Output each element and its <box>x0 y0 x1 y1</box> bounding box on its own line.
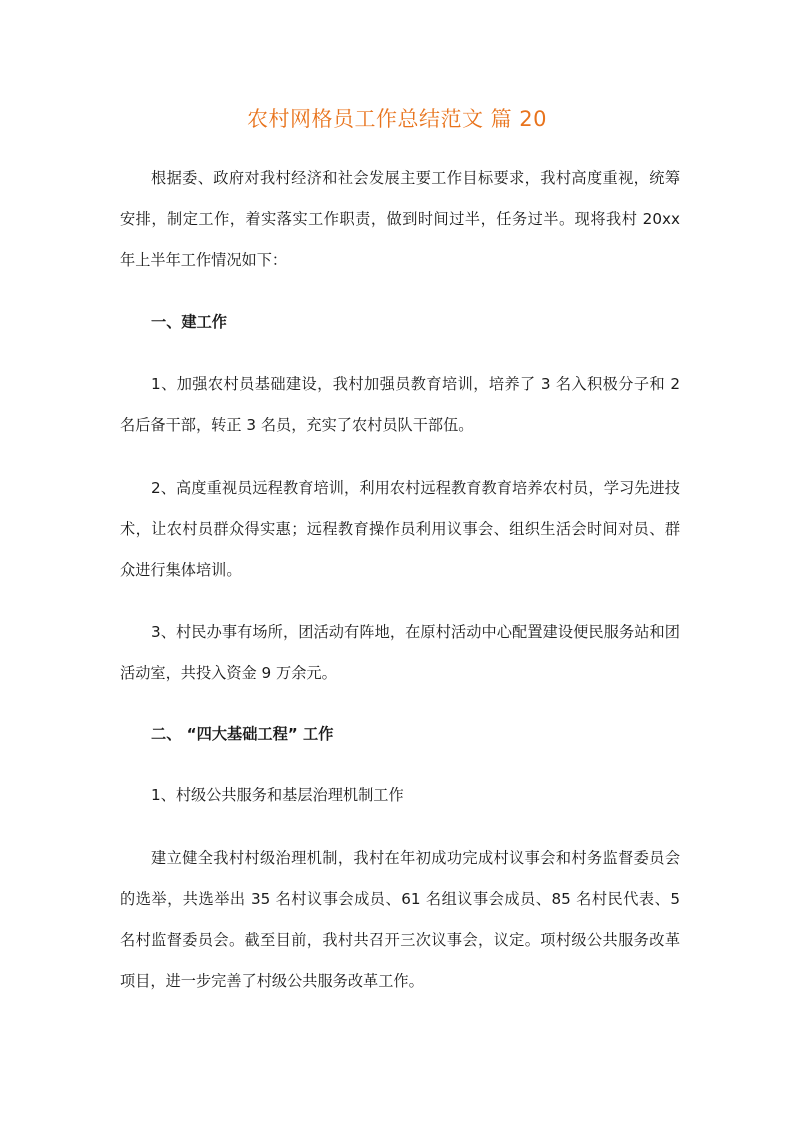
section1-item-1: 1、加强农村员基础建设，我村加强员教育培训，培养了 3 名入积极分子和 2 名后备干部，转正 3 名员，充实了农村员队干部伍。 <box>120 375 680 434</box>
intro-block <box>120 158 680 281</box>
section1-item-3: 3、村民办事有场所，团活动有阵地，在原村活动中心配置建设便民服务站和团活动室，共投入资金 9 万余元。 <box>120 623 680 682</box>
section1-heading: 一、建工作 <box>151 313 227 331</box>
section2-paragraph-block <box>120 838 680 1002</box>
section2-subheading: 1、村级公共服务和基层治理机制工作 <box>151 786 404 804</box>
document-title: 农村网格员工作总结范文 篇 20 <box>246 107 548 131</box>
section2-heading: 二、 “四大基础工程” 工作 <box>151 725 334 743</box>
intro-paragraph: 根据委、政府对我村经济和社会发展主要工作目标要求，我村高度重视，统筹安排，制定工作，着实落实工作职责，做到时间过半，任务过半。现将我村 20xx 年上半年工作情况如下： <box>120 169 680 269</box>
section2-heading-block <box>120 714 680 755</box>
section2-paragraph: 建立健全我村村级治理机制，我村在年初成功完成村议事会和村务监督委员会的选举，共选举出 35 名村议事会成员、61 名组议事会成员、85 名村民代表、5 名村监督委员会。截至目前，我村共召开三次议事会，议定。项村级公共服务改革项目，进一步完善了村级公共服务改革工作。 <box>120 849 680 990</box>
section1-item3-block <box>120 612 680 694</box>
section1-item-2: 2、高度重视员远程教育培训，利用农村远程教育教育培养农村员，学习先进技术，让农村员群众得实惠；远程教育操作员利用议事会、组织生活会时间对员、群众进行集体培训。 <box>120 479 680 579</box>
section1-heading-block <box>120 302 680 343</box>
section2-subheading-block <box>120 775 680 816</box>
section1-item2-block <box>120 468 680 591</box>
section1-item1-block <box>120 364 680 446</box>
